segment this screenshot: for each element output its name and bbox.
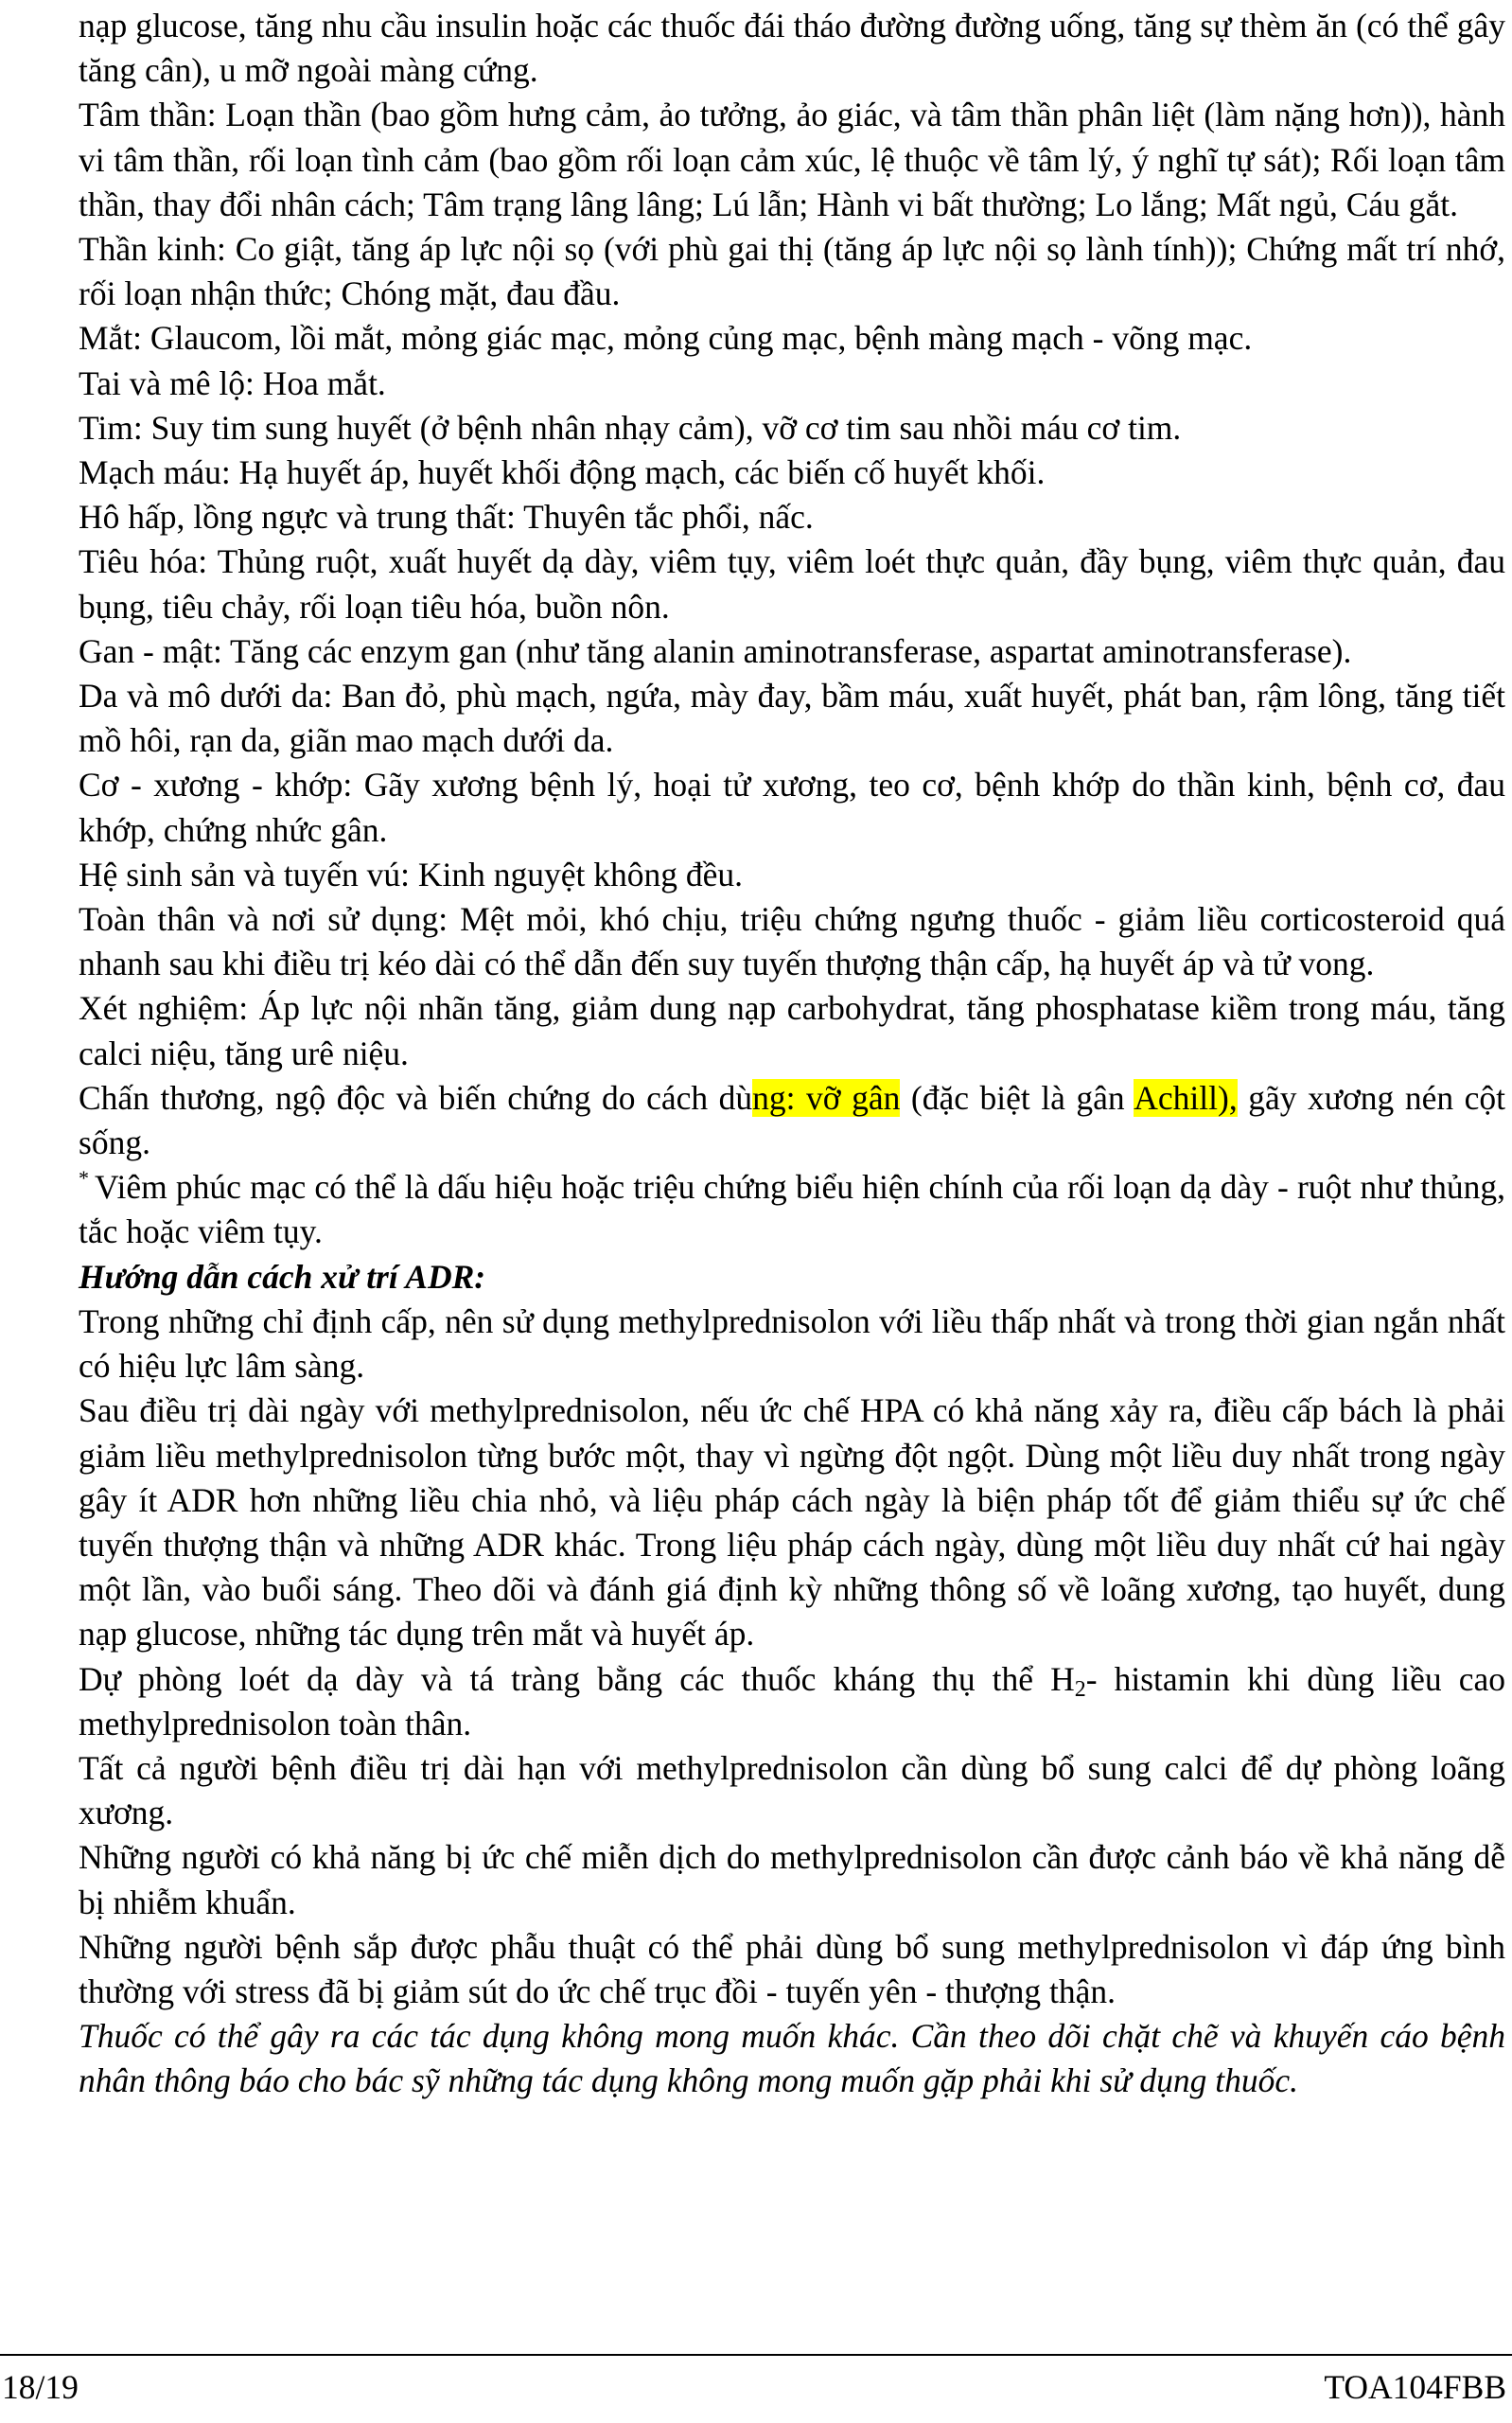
paragraph-closing-note: Thuốc có thể gây ra các tác dụng không mong muốn khác. Cần theo dõi chặt chẽ và khuyến cáo bệnh nhân thông báo cho bác sỹ những tác dụng không mong muốn gặp phải khi sử dụng thuốc. [79,2017,1505,2100]
paragraph-infection-warning: Những người có khả năng bị ức chế miễn dịch do methylprednisolon cần được cảnh báo về khả năng dễ bị nhiễm khuẩn. [79,1838,1505,1921]
paragraph-calcium: Tất cả người bệnh điều trị dài hạn với methylprednisolon cần dùng bổ sung calci để dự phòng loãng xương. [79,1748,1505,1832]
paragraph-hepatobiliary: Gan - mật: Tăng các enzym gan (như tăng alanin aminotransferase, aspartat aminotransferase). [79,631,1352,670]
paragraph-footnote [79,1165,1505,1254]
paragraph-ear: Tai và mê lộ: Hoa mắt. [79,363,386,402]
ulcer-text-b: - histamin khi dùng liều cao methylprednisolon toàn thân. [79,1659,1505,1742]
paragraph-long-term: Sau điều trị dài ngày với methylprednisolon, nếu ức chế HPA có khả năng xảy ra, điều cấp bách là phải giảm liều methylprednisolon từng bước một, thay vì ngừng đột ngột. Dùng một liều duy nhất trong ngày gây ít ADR hơn những liều chia nhỏ, và liệu pháp cách ngày là biện pháp tốt để giảm thiểu sự ức chế tuyến thượng thận và những ADR khác. Trong liệu pháp cách ngày, dùng một liều duy nhất cứ hai ngày một lần, vào buổi sáng. Theo dõi và đánh giá định kỳ những thông số về loãng xương, tạo huyết, dung nạp glucose, những tác dụng trên mắt và huyết áp. [79,1391,1505,1654]
injury-text-b: (đặc biệt là gân [900,1078,1134,1117]
paragraph-injury [79,1076,1505,1165]
document-body [79,4,1505,2104]
highlight-achill: Achill), [1134,1078,1238,1117]
highlight-tendon-rupture: ng: vỡ gân [752,1078,901,1117]
paragraph-reproductive: Hệ sinh sản và tuyến vú: Kinh nguyệt không đều. [79,855,744,893]
document-code: TOA104FBB [1324,2368,1506,2406]
paragraph-cardiac: Tim: Suy tim sung huyết (ở bệnh nhân nhạy cảm), vỡ cơ tim sau nhồi máu cơ tim. [79,408,1182,447]
paragraph-general: Toàn thân và nơi sử dụng: Mệt mỏi, khó chịu, triệu chứng ngưng thuốc - giảm liều corticosteroid quá nhanh sau khi điều trị kéo dài có thể dẫn đến suy tuyến thượng thận cấp, hạ huyết áp và tử vong. [79,900,1505,983]
paragraph-metabolism-cont: nạp glucose, tăng nhu cầu insulin hoặc các thuốc đái tháo đường đường uống, tăng sự thèm ăn (có thể gây tăng cân), u mỡ ngoài màng cứng. [79,7,1505,90]
paragraph-surgery: Những người bệnh sắp được phẫu thuật có thể phải dùng bổ sung methylprednisolon vì đáp ứng bình thường với stress đã bị giảm sút do ức chế trục đồi - tuyến yên - thượng thận. [79,1927,1505,2010]
ulcer-text-a: Dự phòng loét dạ dày và tá tràng bằng các thuốc kháng thụ thể H [79,1659,1075,1698]
subscript-2: 2 [1074,1676,1086,1702]
page-number: 18/19 [2,2368,79,2406]
paragraph-acute-indication: Trong những chỉ định cấp, nên sử dụng methylprednisolon với liều thấp nhất và trong thời gian ngắn nhất có hiệu lực lâm sàng. [79,1301,1505,1386]
paragraph-gastrointestinal: Tiêu hóa: Thủng ruột, xuất huyết dạ dày, viêm tụy, viêm loét thực quản, đầy bụng, viêm thực quản, đau bụng, tiêu chảy, rối loạn tiêu hóa, buồn nôn. [79,542,1505,626]
paragraph-skin: Da và mô dưới da: Ban đỏ, phù mạch, ngứa, mày đay, bầm máu, xuất huyết, phát ban, rậm lông, tăng tiết mồ hôi, rạn da, giãn mao mạch dưới da. [79,677,1505,760]
paragraph-musculoskeletal: Cơ - xương - khớp: Gãy xương bệnh lý, hoại tử xương, teo cơ, bệnh khớp do thần kinh, bệnh cơ, đau khớp, chứng nhức gân. [79,766,1505,849]
paragraph-eye: Mắt: Glaucom, lồi mắt, mỏng giác mạc, mỏng củng mạc, bệnh màng mạch - võng mạc. [79,319,1253,358]
injury-text-c: gãy xương nén cột sống. [79,1078,1505,1162]
paragraph-investigations: Xét nghiệm: Áp lực nội nhãn tăng, giảm dung nạp carbohydrat, tăng phosphatase kiềm trong máu, tăng calci niệu, tăng urê niệu. [79,989,1505,1072]
footer-divider [0,2354,1512,2356]
section-heading-adr: Hướng dẫn cách xử trí ADR: [79,1257,486,1296]
paragraph-nervous: Thần kinh: Co giật, tăng áp lực nội sọ (với phù gai thị (tăng áp lực nội sọ lành tính)); Chứng mất trí nhớ, rối loạn nhận thức; Chóng mặt, đau đầu. [79,230,1505,313]
paragraph-psychiatric: Tâm thần: Loạn thần (bao gồm hưng cảm, ảo tưởng, ảo giác, và tâm thần phân liệt (làm nặng hơn)), hành vi tâm thần, rối loạn tình cảm (bao gồm rối loạn cảm xúc, lệ thuộc về tâm lý, ý nghĩ tự sát); Rối loạn tâm thần, thay đổi nhân cách; Tâm trạng lâng lâng; Lú lẫn; Hành vi bất thường; Lo lắng; Mất ngủ, Cáu gắt. [79,96,1505,223]
injury-text-a: Chấn thương, ngộ độc và biến chứng do cách dù [79,1078,753,1117]
footnote-asterisk: * [79,1166,89,1191]
paragraph-vascular: Mạch máu: Hạ huyết áp, huyết khối động mạch, các biến cố huyết khối. [79,453,1046,492]
paragraph-ulcer-prevention [79,1657,1505,1746]
paragraph-respiratory: Hô hấp, lồng ngực và trung thất: Thuyên tắc phổi, nấc. [79,498,814,537]
footnote-text: Viêm phúc mạc có thể là dấu hiệu hoặc triệu chứng biểu hiện chính của rối loạn dạ dày - ruột như thủng, tắc hoặc viêm tụy. [79,1168,1505,1251]
